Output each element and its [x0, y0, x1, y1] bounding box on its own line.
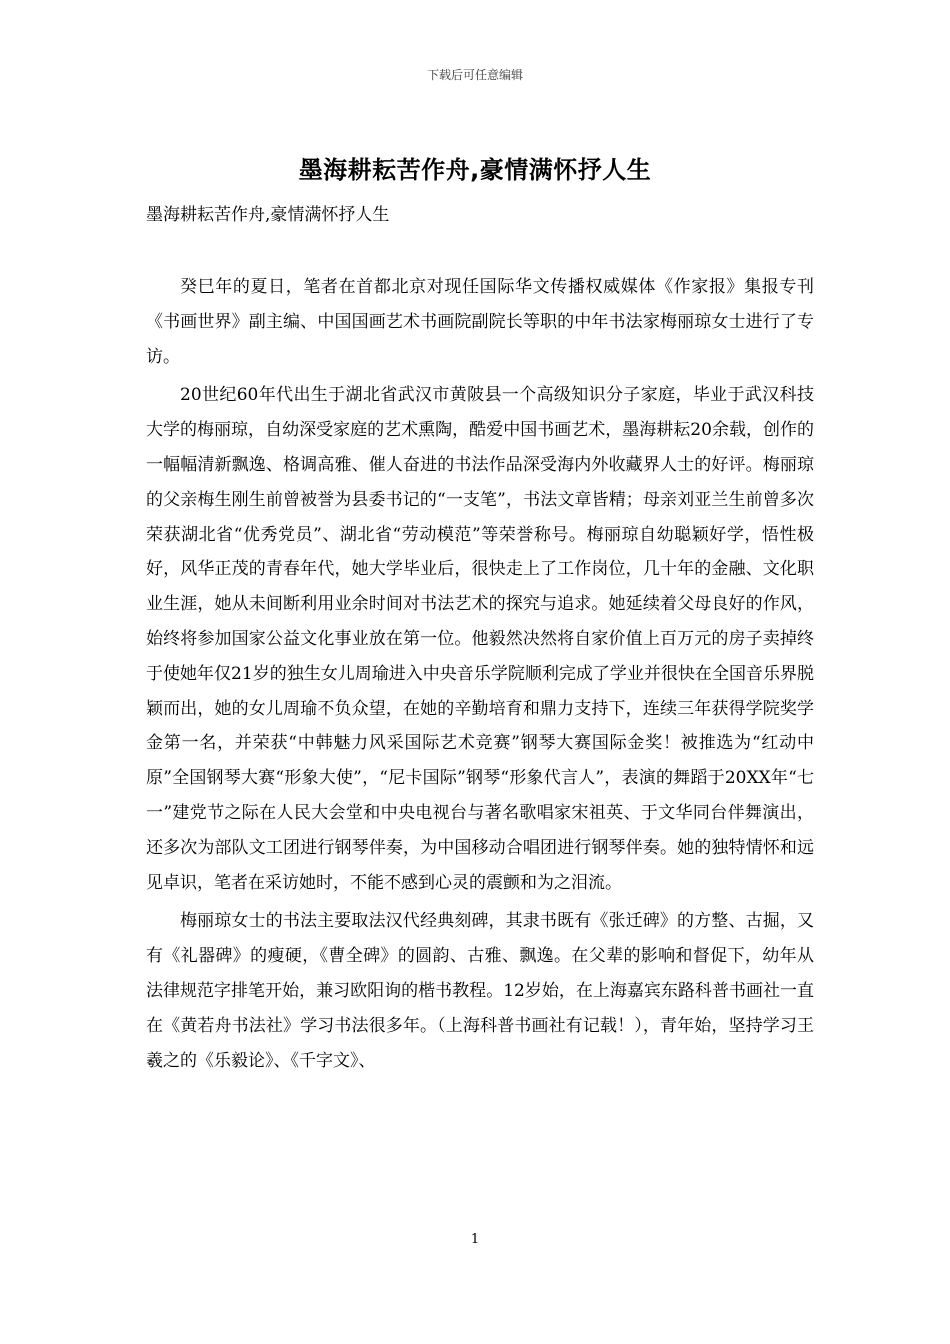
document-title: 墨海耕耘苦作舟,豪情满怀抒人生: [298, 156, 652, 184]
document-subtitle: 墨海耕耘苦作舟,豪情满怀抒人生: [146, 205, 390, 225]
paragraph: 梅丽琼女士的书法主要取法汉代经典刻碑，其隶书既有《张迁碑》的方整、古掘，又有《礼器碑》的瘦硬，《曹全碑》的圆韵、古雅、飘逸。在父辈的影响和督促下，幼年从法律规范字排笔开始，兼习欧阳询的楷书教程。12岁始，在上海嘉宾东路科普书画社一直在《黄若舟书法社》学习书法很多年。（上海科普书画社有记载！），青年始，坚持学习王羲之的《乐毅论》、《千字文》、: [146, 911, 814, 1071]
page-number: 1: [470, 1232, 480, 1247]
paragraph: 20世纪60年代出生于湖北省武汉市黄陂县一个高级知识分子家庭，毕业于武汉科技大学的梅丽琼，自幼深受家庭的艺术熏陶，酷爱中国书画艺术，墨海耕耘20余载，创作的一幅幅清新飘逸、格调高雅、催人奋进的书法作品深受海内外收藏界人士的好评。梅丽琼的父亲梅生刚生前曾被誉为县委书记的“一支笔”，书法文章皆精；母亲刘亚兰生前曾多次荣获湖北省“优秀党员”、湖北省“劳动模范”等荣誉称号。梅丽琼自幼聪颖好学，悟性极好，风华正茂的青春年代，她大学毕业后，很快走上了工作岗位，几十年的金融、文化职业生涯，她从未间断利用业余时间对书法艺术的探究与追求。她延续着父母良好的作风，始终将参加国家公益文化事业放在第一位。他毅然决然将自家价值上百万元的房子卖掉终于使她年仅21岁的独生女儿周瑜进入中央音乐学院顺利完成了学业并很快在全国音乐界脱颖而出，她的女儿周瑜不负众望，在她的辛勤培育和鼎力支持下，连续三年获得学院奖学金第一名，并荣获“中韩魅力风采国际艺术竞赛”钢琴大赛国际金奖！被推选为“红动中原”全国钢琴大赛“形象大使”，“尼卡国际”钢琴“形象代言人”，表演的舞蹈于20XX年“七一”建党节之际在人民大会堂和中央电视台与著名歌唱家宋祖英、于文华同台伴舞演出，还多次为部队文工团进行钢琴伴奏，为中国移动合唱团进行钢琴伴奏。她的独特情怀和远见卓识，笔者在采访她时，不能不感到心灵的震颤和为之泪流。: [146, 385, 814, 893]
paragraph: 癸巳年的夏日，笔者在首都北京对现任国际华文传播权威媒体《作家报》集报专刊《书画世界》副主编、中国国画艺术书画院副院长等职的中年书法家梅丽琼女士进行了专访。: [146, 277, 814, 367]
header-note: 下载后可任意编辑: [426, 68, 523, 82]
document-body: [146, 270, 814, 1082]
